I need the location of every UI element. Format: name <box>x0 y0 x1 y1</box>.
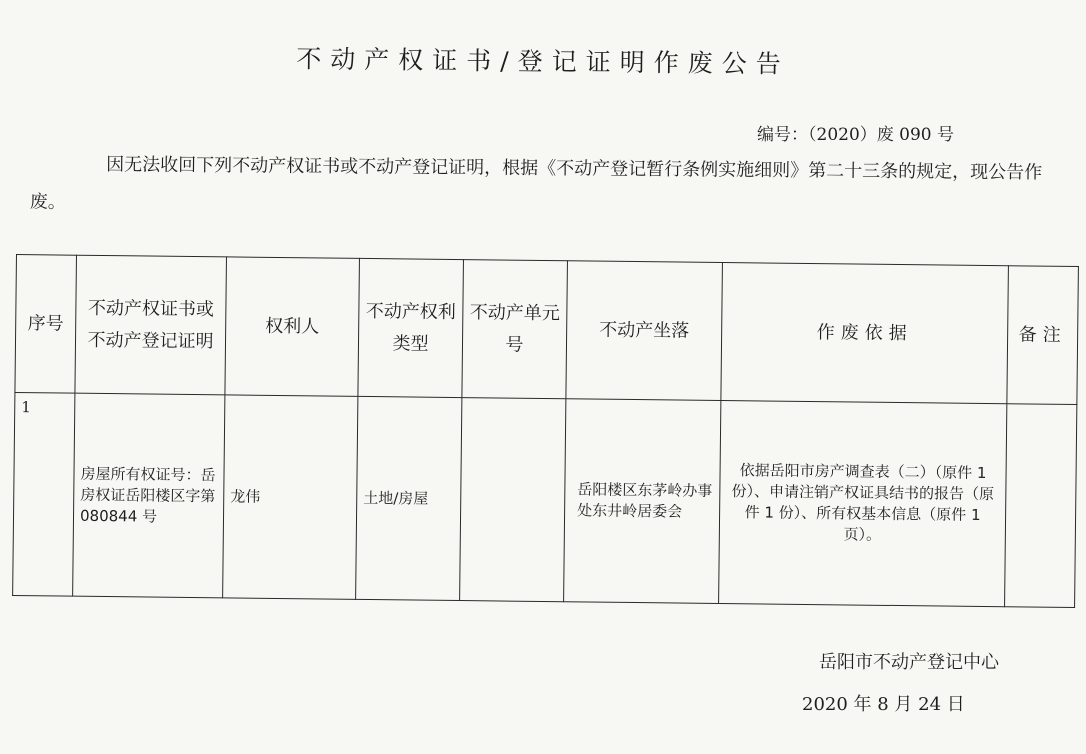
header-right-type: 不动产权利类型 <box>358 258 464 397</box>
header-unit-no: 不动产单元号 <box>462 260 568 399</box>
header-row <box>15 255 1078 405</box>
cell-remark <box>1005 404 1077 608</box>
table-row <box>13 392 1077 607</box>
header-remark: 备注 <box>1007 266 1079 405</box>
cell-cert: 房屋所有权证号：岳房权证岳阳楼区字第 080844 号 <box>73 393 225 598</box>
header-seq: 序号 <box>15 255 77 394</box>
cell-owner: 龙伟 <box>223 395 358 599</box>
cell-seq: 1 <box>13 392 75 596</box>
header-owner: 权利人 <box>225 257 360 396</box>
cell-right-type: 土地/房屋 <box>356 396 462 600</box>
cell-location: 岳阳楼区东茅岭办事处东井岭居委会 <box>564 399 721 604</box>
announcement-table <box>12 254 1079 608</box>
header-cert: 不动产权证书或不动产登记证明 <box>75 255 227 395</box>
document-number: 编号：（2020）废 090 号 <box>757 125 955 145</box>
intro-paragraph: 因无法收回下列不动产权证书或不动产登记证明，根据《不动产登记暂行条例实施细则》第二十三条的规定，现公告作废。 <box>29 154 1043 213</box>
issuer-signature: 岳阳市不动产登记中心 <box>819 652 999 673</box>
header-location: 不动产坐落 <box>566 261 723 401</box>
cell-unit-no <box>460 398 566 602</box>
issue-date: 2020 年 8 月 24 日 <box>802 694 965 715</box>
page-title: 不动产权证书/登记证明作废公告 <box>296 44 790 79</box>
header-basis: 作废依据 <box>721 263 1009 404</box>
cell-basis: 依据岳阳市房产调查表（二）（原件 1 份）、申请注销产权证具结书的报告（原件 1 份）、所有权基本信息（原件 1 页）。 <box>719 401 1007 607</box>
announcement-table-wrapper <box>12 254 1082 608</box>
